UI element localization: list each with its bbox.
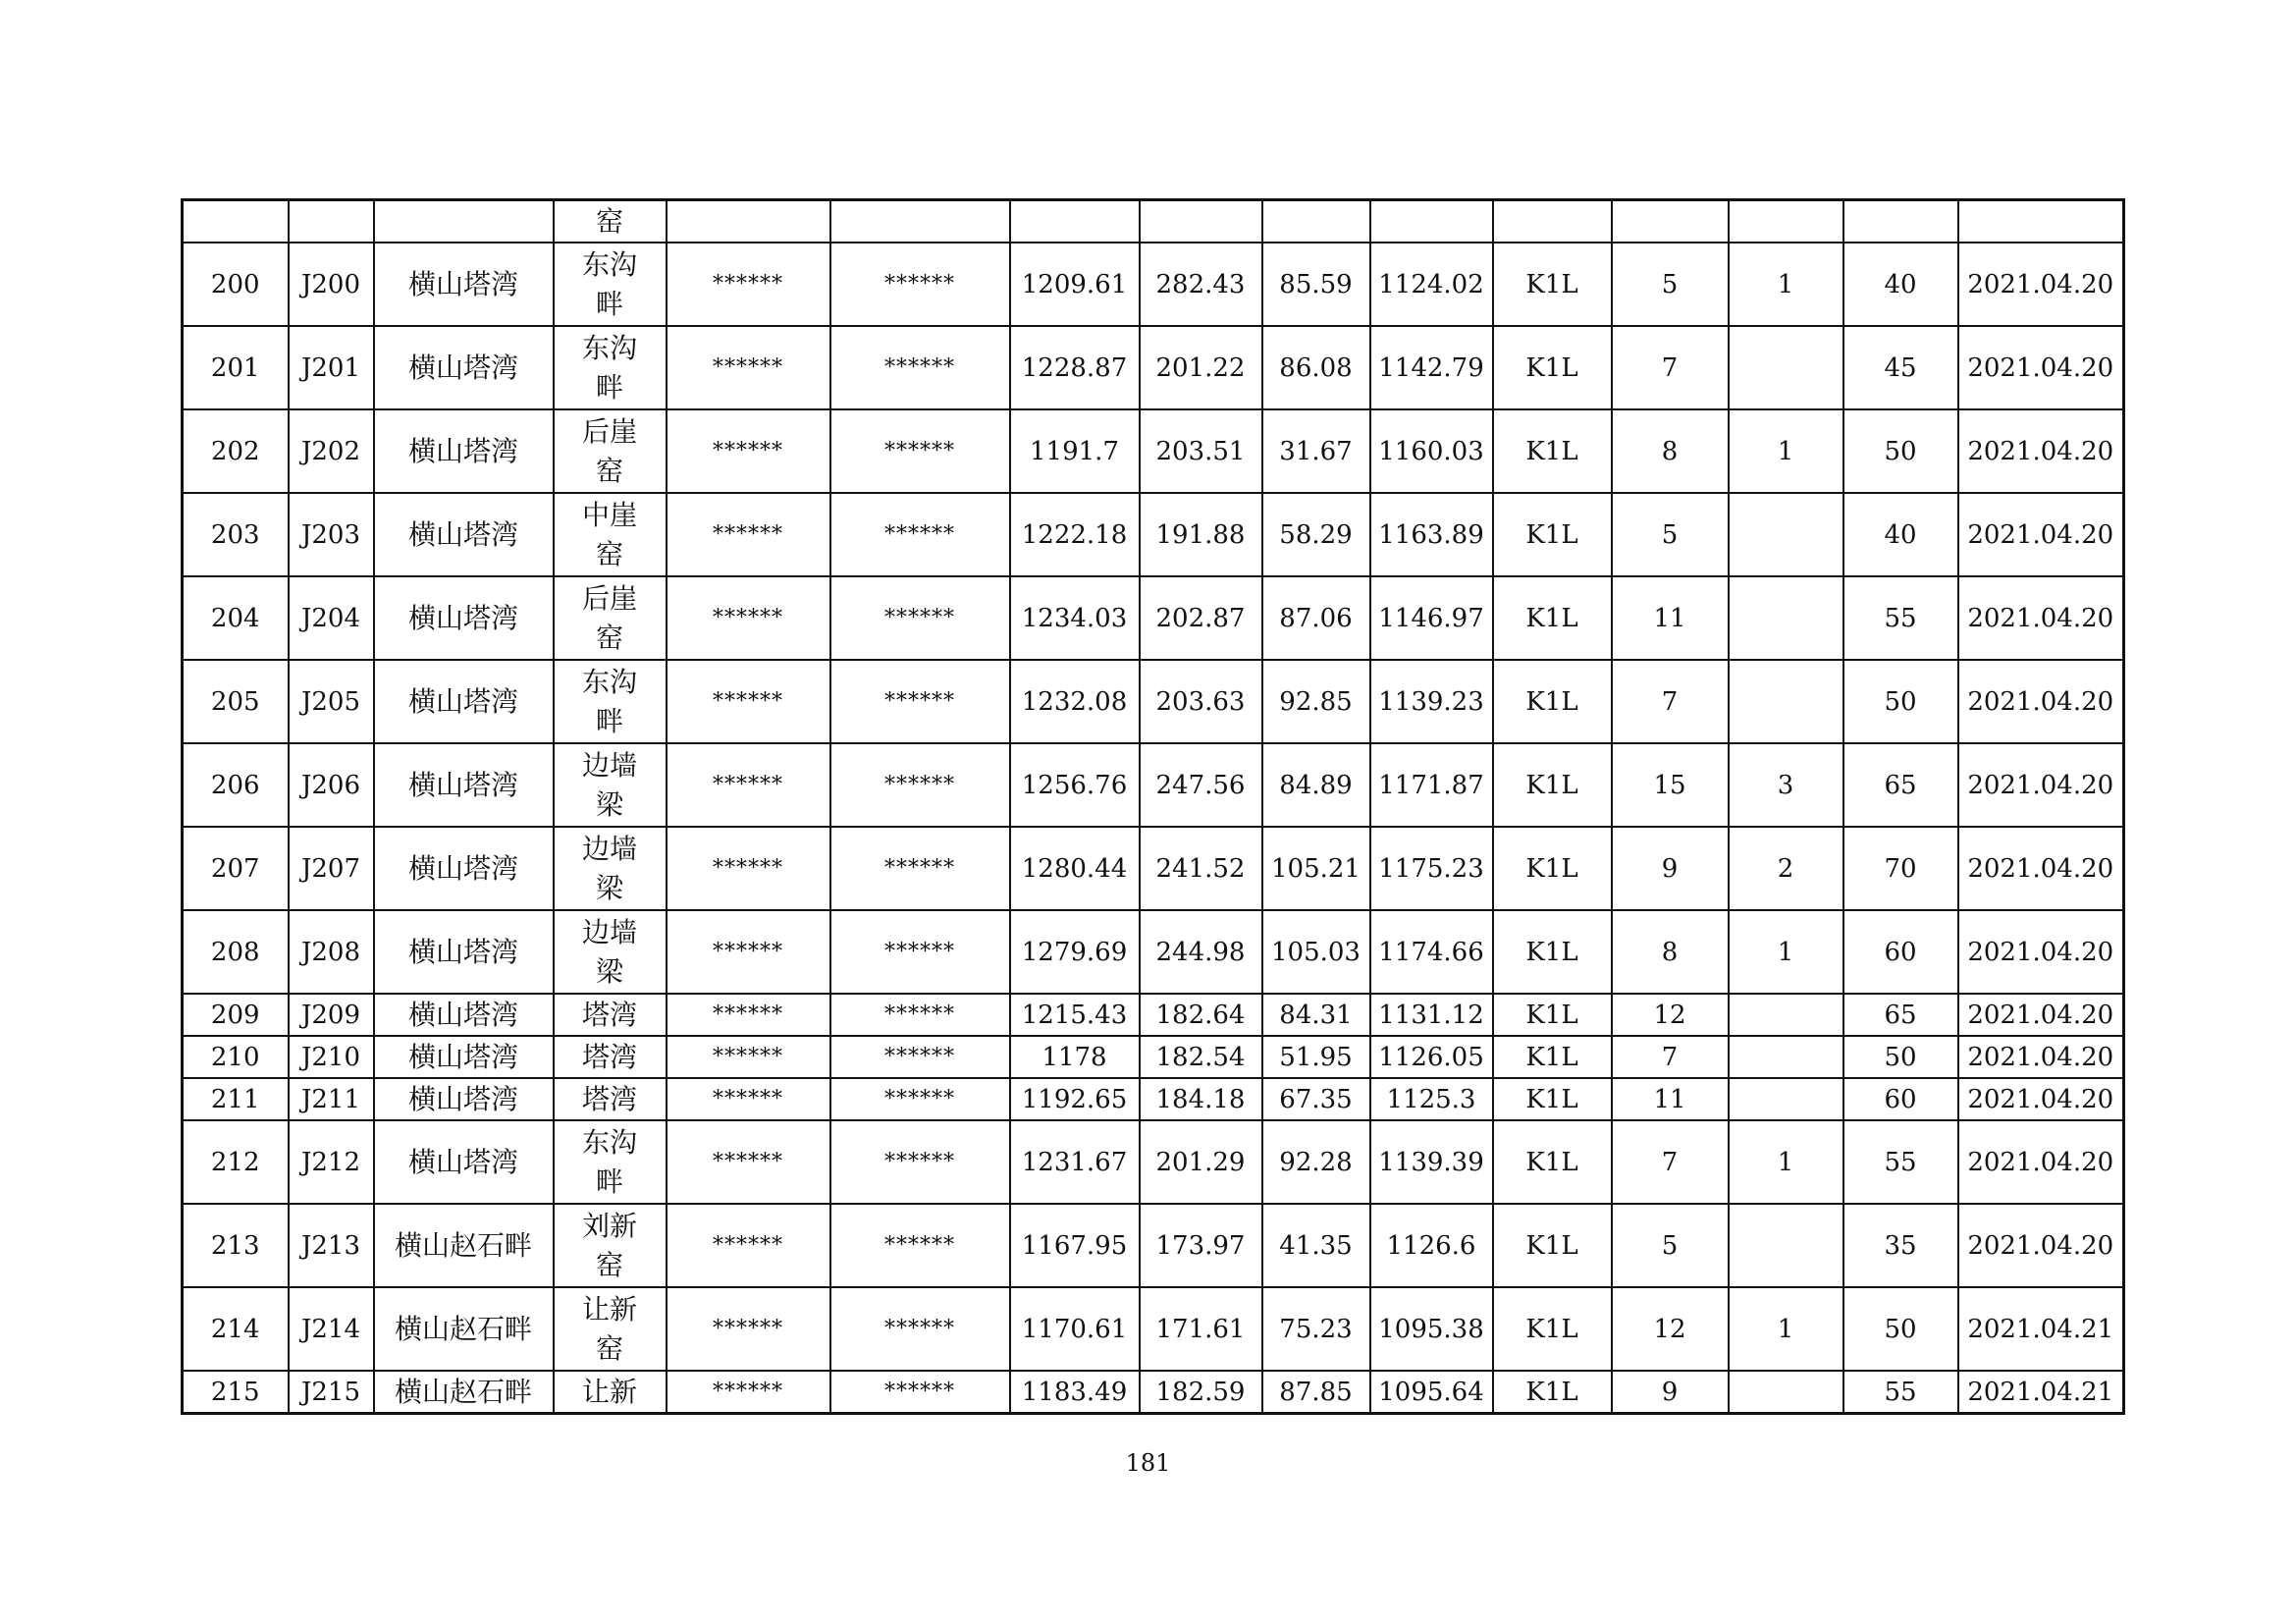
cell-count-1: 11 bbox=[1612, 1078, 1729, 1120]
cell-village: 横山塔湾 bbox=[374, 743, 554, 827]
cell-date: 2021.04.20 bbox=[1958, 827, 2124, 910]
cell-coord-2: ****** bbox=[830, 576, 1010, 660]
cell-count-3: 40 bbox=[1843, 243, 1958, 326]
cell-value-4: 1139.39 bbox=[1370, 1120, 1493, 1204]
cell-value-1: 1178 bbox=[1010, 1036, 1140, 1078]
cell-count-3: 50 bbox=[1843, 1036, 1958, 1078]
cell-date: 2021.04.20 bbox=[1958, 994, 2124, 1036]
cell-type: K1L bbox=[1493, 1078, 1612, 1120]
cell-date: 2021.04.20 bbox=[1958, 910, 2124, 994]
cell-count-1: 12 bbox=[1612, 994, 1729, 1036]
cell-value-2: 203.51 bbox=[1140, 409, 1262, 493]
cell-count-3: 35 bbox=[1843, 1204, 1958, 1287]
cell-value-3: 84.31 bbox=[1262, 994, 1370, 1036]
cell-village: 横山塔湾 bbox=[374, 326, 554, 409]
cell-value-2: 173.97 bbox=[1140, 1204, 1262, 1287]
cell-value-2: 203.63 bbox=[1140, 660, 1262, 743]
cell-value-1: 1256.76 bbox=[1010, 743, 1140, 827]
cell-coord-2: ****** bbox=[830, 660, 1010, 743]
cell-type: K1L bbox=[1493, 1371, 1612, 1414]
cell-count-2 bbox=[1729, 493, 1843, 576]
cell-village: 横山塔湾 bbox=[374, 1036, 554, 1078]
table-row bbox=[183, 910, 2124, 994]
cell-value-1: 1228.87 bbox=[1010, 326, 1140, 409]
cell-coord-2: ****** bbox=[830, 1371, 1010, 1414]
cell-value-1: 1231.67 bbox=[1010, 1120, 1140, 1204]
cell-date: 2021.04.20 bbox=[1958, 243, 2124, 326]
cell-number: 203 bbox=[183, 493, 289, 576]
cell-count-1: 5 bbox=[1612, 1204, 1729, 1287]
cell-count-2: 1 bbox=[1729, 1287, 1843, 1371]
cell-village: 横山塔湾 bbox=[374, 576, 554, 660]
cell-coord-2: ****** bbox=[830, 827, 1010, 910]
cell-id: J209 bbox=[289, 994, 374, 1036]
cell-value-4: 1175.23 bbox=[1370, 827, 1493, 910]
cell-id: J206 bbox=[289, 743, 374, 827]
cell-count-3: 55 bbox=[1843, 1120, 1958, 1204]
cell-coord-1: ****** bbox=[667, 493, 830, 576]
cell-count-1: 8 bbox=[1612, 910, 1729, 994]
cell-count-2: 2 bbox=[1729, 827, 1843, 910]
cell-value-1: 1209.61 bbox=[1010, 243, 1140, 326]
cell-coord-1: ****** bbox=[667, 1371, 830, 1414]
cell-date: 2021.04.20 bbox=[1958, 1036, 2124, 1078]
cell-place: 塔湾 bbox=[554, 1078, 667, 1120]
cell-value-3: 92.85 bbox=[1262, 660, 1370, 743]
table-row bbox=[183, 1078, 2124, 1120]
cell-coord-1: ****** bbox=[667, 576, 830, 660]
cell-date: 2021.04.21 bbox=[1958, 1287, 2124, 1371]
cell-empty bbox=[1010, 200, 1140, 244]
cell-coord-1: ****** bbox=[667, 827, 830, 910]
cell-count-2 bbox=[1729, 576, 1843, 660]
cell-empty bbox=[374, 200, 554, 244]
cell-value-2: 182.64 bbox=[1140, 994, 1262, 1036]
table-row bbox=[183, 660, 2124, 743]
cell-value-2: 241.52 bbox=[1140, 827, 1262, 910]
cell-value-3: 86.08 bbox=[1262, 326, 1370, 409]
cell-count-3: 50 bbox=[1843, 1287, 1958, 1371]
cell-id: J213 bbox=[289, 1204, 374, 1287]
cell-place: 让新 窑 bbox=[554, 1287, 667, 1371]
cell-date: 2021.04.20 bbox=[1958, 576, 2124, 660]
cell-number: 204 bbox=[183, 576, 289, 660]
table-row bbox=[183, 576, 2124, 660]
cell-count-1: 9 bbox=[1612, 1371, 1729, 1414]
cell-count-3: 40 bbox=[1843, 493, 1958, 576]
cell-value-4: 1139.23 bbox=[1370, 660, 1493, 743]
cell-value-1: 1170.61 bbox=[1010, 1287, 1140, 1371]
cell-coord-2: ****** bbox=[830, 326, 1010, 409]
cell-date: 2021.04.20 bbox=[1958, 1204, 2124, 1287]
cell-date: 2021.04.20 bbox=[1958, 493, 2124, 576]
cell-type: K1L bbox=[1493, 827, 1612, 910]
cell-value-2: 184.18 bbox=[1140, 1078, 1262, 1120]
cell-id: J203 bbox=[289, 493, 374, 576]
cell-count-1: 7 bbox=[1612, 660, 1729, 743]
cell-place: 东沟 畔 bbox=[554, 1120, 667, 1204]
cell-empty bbox=[1370, 200, 1493, 244]
cell-village: 横山塔湾 bbox=[374, 994, 554, 1036]
cell-count-1: 15 bbox=[1612, 743, 1729, 827]
cell-count-3: 50 bbox=[1843, 660, 1958, 743]
cell-place: 后崖 窑 bbox=[554, 576, 667, 660]
cell-type: K1L bbox=[1493, 326, 1612, 409]
table-row bbox=[183, 1371, 2124, 1414]
cell-coord-1: ****** bbox=[667, 326, 830, 409]
cell-type: K1L bbox=[1493, 660, 1612, 743]
cell-village: 横山赵石畔 bbox=[374, 1371, 554, 1414]
cell-place: 边墙 梁 bbox=[554, 827, 667, 910]
cell-coord-1: ****** bbox=[667, 910, 830, 994]
cell-id: J205 bbox=[289, 660, 374, 743]
cell-coord-1: ****** bbox=[667, 660, 830, 743]
cell-number: 201 bbox=[183, 326, 289, 409]
cell-empty bbox=[1262, 200, 1370, 244]
cell-village: 横山塔湾 bbox=[374, 493, 554, 576]
cell-coord-1: ****** bbox=[667, 243, 830, 326]
cell-value-1: 1222.18 bbox=[1010, 493, 1140, 576]
cell-coord-1: ****** bbox=[667, 743, 830, 827]
cell-value-4: 1095.64 bbox=[1370, 1371, 1493, 1414]
cell-place: 东沟 畔 bbox=[554, 243, 667, 326]
cell-coord-2: ****** bbox=[830, 1287, 1010, 1371]
cell-value-3: 92.28 bbox=[1262, 1120, 1370, 1204]
cell-id: J210 bbox=[289, 1036, 374, 1078]
cell-place: 东沟 畔 bbox=[554, 326, 667, 409]
table-row bbox=[183, 1287, 2124, 1371]
cell-count-2: 1 bbox=[1729, 1120, 1843, 1204]
cell-value-4: 1171.87 bbox=[1370, 743, 1493, 827]
cell-number: 200 bbox=[183, 243, 289, 326]
cell-value-1: 1234.03 bbox=[1010, 576, 1140, 660]
cell-number: 202 bbox=[183, 409, 289, 493]
cell-value-4: 1095.38 bbox=[1370, 1287, 1493, 1371]
cell-count-2: 3 bbox=[1729, 743, 1843, 827]
cell-count-1: 7 bbox=[1612, 326, 1729, 409]
table-row bbox=[183, 493, 2124, 576]
cell-count-2 bbox=[1729, 994, 1843, 1036]
cell-coord-2: ****** bbox=[830, 1120, 1010, 1204]
cell-coord-2: ****** bbox=[830, 1204, 1010, 1287]
cell-id: J215 bbox=[289, 1371, 374, 1414]
cell-count-1: 7 bbox=[1612, 1036, 1729, 1078]
cell-value-2: 182.54 bbox=[1140, 1036, 1262, 1078]
cell-value-1: 1183.49 bbox=[1010, 1371, 1140, 1414]
cell-count-3: 60 bbox=[1843, 1078, 1958, 1120]
well-data-table-container bbox=[181, 198, 2122, 1415]
cell-value-3: 31.67 bbox=[1262, 409, 1370, 493]
cell-value-3: 105.03 bbox=[1262, 910, 1370, 994]
cell-value-3: 67.35 bbox=[1262, 1078, 1370, 1120]
cell-count-1: 8 bbox=[1612, 409, 1729, 493]
cell-count-3: 65 bbox=[1843, 743, 1958, 827]
cell-type: K1L bbox=[1493, 409, 1612, 493]
cell-value-4: 1142.79 bbox=[1370, 326, 1493, 409]
cell-type: K1L bbox=[1493, 243, 1612, 326]
cell-count-3: 65 bbox=[1843, 994, 1958, 1036]
cell-value-2: 247.56 bbox=[1140, 743, 1262, 827]
cell-value-1: 1215.43 bbox=[1010, 994, 1140, 1036]
cell-count-1: 5 bbox=[1612, 493, 1729, 576]
cell-coord-2: ****** bbox=[830, 1036, 1010, 1078]
cell-empty bbox=[289, 200, 374, 244]
cell-value-2: 171.61 bbox=[1140, 1287, 1262, 1371]
cell-count-3: 70 bbox=[1843, 827, 1958, 910]
cell-value-1: 1192.65 bbox=[1010, 1078, 1140, 1120]
cell-type: K1L bbox=[1493, 743, 1612, 827]
cell-type: K1L bbox=[1493, 910, 1612, 994]
cell-empty bbox=[1729, 200, 1843, 244]
cell-date: 2021.04.20 bbox=[1958, 660, 2124, 743]
cell-village: 横山塔湾 bbox=[374, 243, 554, 326]
cell-coord-2: ****** bbox=[830, 409, 1010, 493]
cell-place-continued: 窑 bbox=[554, 200, 667, 244]
cell-type: K1L bbox=[1493, 1036, 1612, 1078]
cell-count-3: 60 bbox=[1843, 910, 1958, 994]
cell-date: 2021.04.20 bbox=[1958, 326, 2124, 409]
cell-value-1: 1167.95 bbox=[1010, 1204, 1140, 1287]
cell-id: J207 bbox=[289, 827, 374, 910]
cell-number: 207 bbox=[183, 827, 289, 910]
cell-empty bbox=[830, 200, 1010, 244]
cell-value-1: 1280.44 bbox=[1010, 827, 1140, 910]
cell-id: J200 bbox=[289, 243, 374, 326]
cell-date: 2021.04.20 bbox=[1958, 743, 2124, 827]
cell-value-3: 41.35 bbox=[1262, 1204, 1370, 1287]
cell-type: K1L bbox=[1493, 1287, 1612, 1371]
cell-value-2: 201.22 bbox=[1140, 326, 1262, 409]
cell-coord-2: ****** bbox=[830, 493, 1010, 576]
cell-number: 213 bbox=[183, 1204, 289, 1287]
table-row-continued bbox=[183, 200, 2124, 244]
cell-date: 2021.04.20 bbox=[1958, 1078, 2124, 1120]
cell-coord-1: ****** bbox=[667, 1036, 830, 1078]
table-row bbox=[183, 827, 2124, 910]
cell-value-2: 202.87 bbox=[1140, 576, 1262, 660]
cell-count-3: 45 bbox=[1843, 326, 1958, 409]
cell-empty bbox=[1843, 200, 1958, 244]
cell-value-2: 201.29 bbox=[1140, 1120, 1262, 1204]
cell-value-2: 282.43 bbox=[1140, 243, 1262, 326]
cell-count-2 bbox=[1729, 1371, 1843, 1414]
cell-empty bbox=[1612, 200, 1729, 244]
cell-id: J208 bbox=[289, 910, 374, 994]
cell-number: 214 bbox=[183, 1287, 289, 1371]
cell-count-2: 1 bbox=[1729, 910, 1843, 994]
cell-value-3: 84.89 bbox=[1262, 743, 1370, 827]
cell-count-2 bbox=[1729, 1204, 1843, 1287]
cell-empty bbox=[1958, 200, 2124, 244]
cell-value-1: 1232.08 bbox=[1010, 660, 1140, 743]
cell-value-4: 1124.02 bbox=[1370, 243, 1493, 326]
cell-place: 塔湾 bbox=[554, 994, 667, 1036]
cell-number: 208 bbox=[183, 910, 289, 994]
cell-id: J202 bbox=[289, 409, 374, 493]
table-body bbox=[183, 200, 2124, 1414]
cell-value-4: 1163.89 bbox=[1370, 493, 1493, 576]
cell-value-4: 1131.12 bbox=[1370, 994, 1493, 1036]
cell-id: J214 bbox=[289, 1287, 374, 1371]
cell-coord-2: ****** bbox=[830, 1078, 1010, 1120]
table-row bbox=[183, 409, 2124, 493]
cell-value-3: 105.21 bbox=[1262, 827, 1370, 910]
cell-place: 刘新 窑 bbox=[554, 1204, 667, 1287]
cell-type: K1L bbox=[1493, 493, 1612, 576]
cell-place: 边墙 梁 bbox=[554, 743, 667, 827]
cell-coord-2: ****** bbox=[830, 243, 1010, 326]
cell-number: 211 bbox=[183, 1078, 289, 1120]
cell-village: 横山塔湾 bbox=[374, 1120, 554, 1204]
cell-number: 212 bbox=[183, 1120, 289, 1204]
cell-coord-1: ****** bbox=[667, 1120, 830, 1204]
table-row bbox=[183, 743, 2124, 827]
cell-value-3: 58.29 bbox=[1262, 493, 1370, 576]
cell-count-1: 9 bbox=[1612, 827, 1729, 910]
cell-type: K1L bbox=[1493, 576, 1612, 660]
cell-value-4: 1126.05 bbox=[1370, 1036, 1493, 1078]
cell-empty bbox=[667, 200, 830, 244]
cell-empty bbox=[1493, 200, 1612, 244]
table-row bbox=[183, 326, 2124, 409]
table-row bbox=[183, 1204, 2124, 1287]
cell-coord-1: ****** bbox=[667, 1287, 830, 1371]
well-data-table bbox=[181, 198, 2125, 1415]
cell-id: J211 bbox=[289, 1078, 374, 1120]
cell-village: 横山塔湾 bbox=[374, 827, 554, 910]
table-row bbox=[183, 1036, 2124, 1078]
cell-value-3: 51.95 bbox=[1262, 1036, 1370, 1078]
cell-date: 2021.04.20 bbox=[1958, 1120, 2124, 1204]
cell-coord-1: ****** bbox=[667, 1078, 830, 1120]
table-row bbox=[183, 243, 2124, 326]
cell-count-3: 55 bbox=[1843, 1371, 1958, 1414]
cell-id: J204 bbox=[289, 576, 374, 660]
cell-value-4: 1125.3 bbox=[1370, 1078, 1493, 1120]
cell-count-3: 55 bbox=[1843, 576, 1958, 660]
cell-coord-2: ****** bbox=[830, 910, 1010, 994]
cell-count-1: 12 bbox=[1612, 1287, 1729, 1371]
cell-village: 横山塔湾 bbox=[374, 1078, 554, 1120]
cell-count-2 bbox=[1729, 1078, 1843, 1120]
cell-empty bbox=[1140, 200, 1262, 244]
cell-count-3: 50 bbox=[1843, 409, 1958, 493]
page-number: 181 bbox=[1125, 1449, 1171, 1477]
cell-village: 横山赵石畔 bbox=[374, 1204, 554, 1287]
cell-date: 2021.04.21 bbox=[1958, 1371, 2124, 1414]
cell-count-1: 5 bbox=[1612, 243, 1729, 326]
cell-count-2: 1 bbox=[1729, 243, 1843, 326]
cell-value-4: 1126.6 bbox=[1370, 1204, 1493, 1287]
cell-value-2: 244.98 bbox=[1140, 910, 1262, 994]
cell-number: 210 bbox=[183, 1036, 289, 1078]
cell-value-4: 1146.97 bbox=[1370, 576, 1493, 660]
cell-value-2: 182.59 bbox=[1140, 1371, 1262, 1414]
cell-place: 塔湾 bbox=[554, 1036, 667, 1078]
cell-village: 横山塔湾 bbox=[374, 660, 554, 743]
cell-count-2 bbox=[1729, 326, 1843, 409]
cell-value-4: 1174.66 bbox=[1370, 910, 1493, 994]
cell-count-1: 7 bbox=[1612, 1120, 1729, 1204]
cell-coord-2: ****** bbox=[830, 743, 1010, 827]
cell-coord-2: ****** bbox=[830, 994, 1010, 1036]
cell-village: 横山塔湾 bbox=[374, 910, 554, 994]
cell-village: 横山赵石畔 bbox=[374, 1287, 554, 1371]
cell-place: 后崖 窑 bbox=[554, 409, 667, 493]
cell-value-1: 1279.69 bbox=[1010, 910, 1140, 994]
cell-place: 边墙 梁 bbox=[554, 910, 667, 994]
cell-type: K1L bbox=[1493, 1204, 1612, 1287]
cell-value-3: 87.06 bbox=[1262, 576, 1370, 660]
cell-place: 让新 bbox=[554, 1371, 667, 1414]
cell-value-2: 191.88 bbox=[1140, 493, 1262, 576]
cell-count-2 bbox=[1729, 660, 1843, 743]
cell-value-4: 1160.03 bbox=[1370, 409, 1493, 493]
cell-number: 205 bbox=[183, 660, 289, 743]
cell-place: 东沟 畔 bbox=[554, 660, 667, 743]
cell-coord-1: ****** bbox=[667, 994, 830, 1036]
cell-village: 横山塔湾 bbox=[374, 409, 554, 493]
table-row bbox=[183, 1120, 2124, 1204]
cell-number: 209 bbox=[183, 994, 289, 1036]
cell-count-1: 11 bbox=[1612, 576, 1729, 660]
cell-number: 206 bbox=[183, 743, 289, 827]
cell-value-1: 1191.7 bbox=[1010, 409, 1140, 493]
cell-type: K1L bbox=[1493, 1120, 1612, 1204]
cell-date: 2021.04.20 bbox=[1958, 409, 2124, 493]
cell-place: 中崖 窑 bbox=[554, 493, 667, 576]
cell-id: J212 bbox=[289, 1120, 374, 1204]
cell-value-3: 85.59 bbox=[1262, 243, 1370, 326]
table-row bbox=[183, 994, 2124, 1036]
cell-value-3: 87.85 bbox=[1262, 1371, 1370, 1414]
cell-count-2: 1 bbox=[1729, 409, 1843, 493]
cell-number: 215 bbox=[183, 1371, 289, 1414]
cell-type: K1L bbox=[1493, 994, 1612, 1036]
cell-coord-1: ****** bbox=[667, 409, 830, 493]
cell-id: J201 bbox=[289, 326, 374, 409]
cell-value-3: 75.23 bbox=[1262, 1287, 1370, 1371]
cell-empty bbox=[183, 200, 289, 244]
cell-count-2 bbox=[1729, 1036, 1843, 1078]
cell-coord-1: ****** bbox=[667, 1204, 830, 1287]
